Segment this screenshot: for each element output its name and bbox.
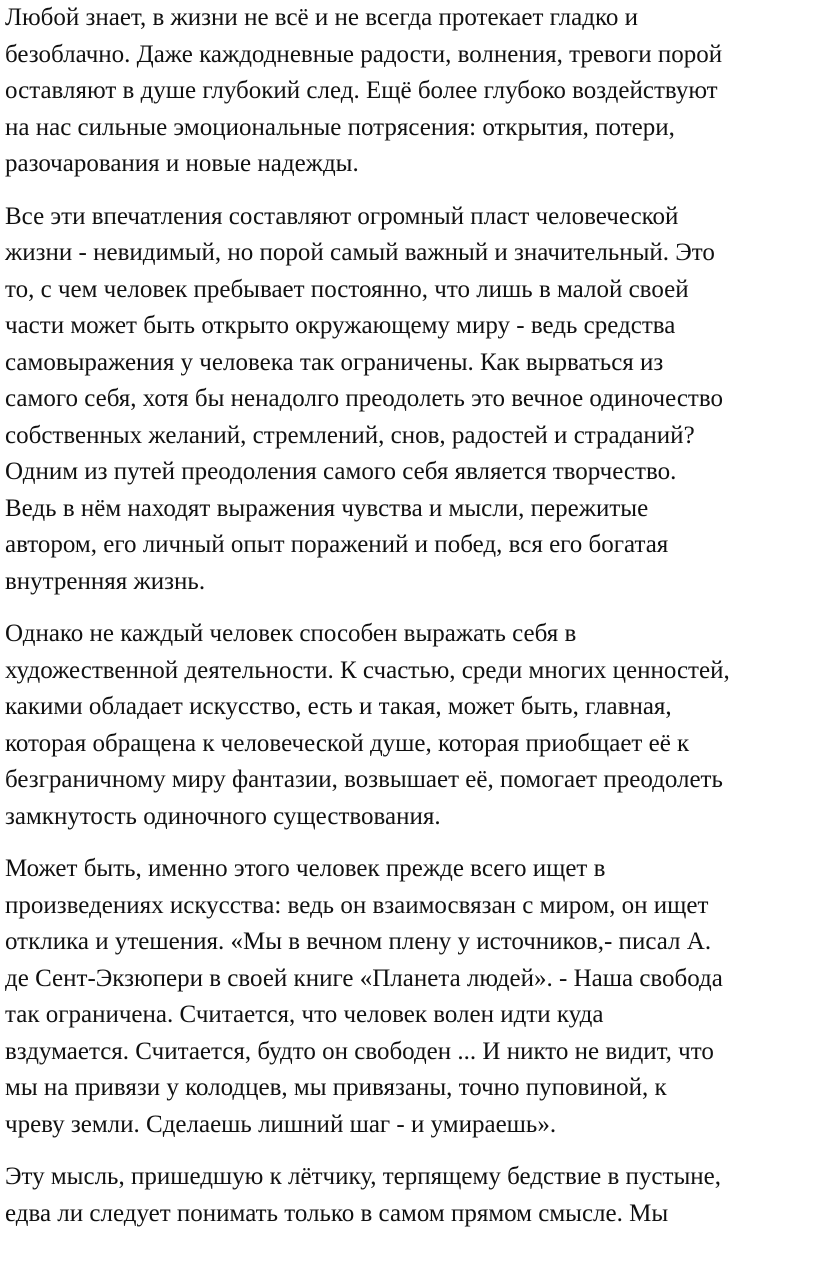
- text-line: разочарования и новые надежды.: [5, 150, 359, 177]
- text-line: самого себя, хотя бы ненадолго преодолеть это вечное одиночество: [5, 385, 723, 412]
- text-line: собственных желаний, стремлений, снов, радостей и страданий?: [5, 421, 695, 449]
- text-line: Все эти впечатления составляют огромный пласт человеческой: [5, 202, 679, 230]
- paragraph-5: [5, 1159, 812, 1232]
- text-line: внутренняя жизнь.: [5, 567, 206, 595]
- text-line: автором, его личный опыт поражений и побед, вся его богатая: [5, 531, 669, 558]
- text-line: вздумается. Считается, будто он свободен ... И никто не видит, что: [5, 1037, 714, 1065]
- text-line: то, с чем человек пребывает постоянно, что лишь в малой своей: [5, 275, 689, 303]
- text-line: произведениях искусства: ведь он взаимосвязан с миром, он ищет: [5, 891, 709, 919]
- paragraph-4: [5, 851, 812, 1143]
- text-line: жизни - невидимый, но порой самый важный и значительный. Это: [5, 239, 715, 266]
- text-line: самовыражения у человека так ограничены. Как вырваться из: [5, 348, 664, 376]
- text-line: отклика и утешения. «Мы в вечном плену у источников,- писал А.: [5, 928, 712, 955]
- text-line: де Сент-Экзюпери в своей книге «Планета людей». - Наша свобода: [5, 964, 723, 992]
- text-line: чреву земли. Сделаешь лишний шаг - и умираешь».: [5, 1110, 557, 1138]
- text-line: Может быть, именно этого человек прежде всего ищет в: [5, 855, 606, 882]
- text-line: мы на привязи у колодцев, мы привязаны, точно пуповиной, к: [5, 1074, 667, 1101]
- text-line: безоблачно. Даже каждодневные радости, волнения, тревоги порой: [5, 40, 723, 68]
- text-line: так ограничена. Считается, что человек волен идти куда: [5, 1001, 604, 1028]
- text-line: части может быть открыто окружающему миру - ведь средства: [5, 312, 676, 339]
- paragraph-2: [5, 199, 812, 601]
- text-line: Одним из путей преодоления самого себя является творчество.: [5, 458, 677, 485]
- text-line: замкнутость одиночного существования.: [5, 802, 441, 830]
- text-line: которая обращена к человеческой душе, которая приобщает её к: [5, 729, 690, 757]
- paragraph-1: [5, 0, 812, 183]
- text-line: Эту мысль, пришедшую к лётчику, терпящему бедствие в пустыне,: [5, 1163, 721, 1190]
- text-line: едва ли следует понимать только в самом прямом смысле. Мы: [5, 1199, 669, 1227]
- text-line: безграничному миру фантазии, возвышает её, помогает преодолеть: [5, 766, 723, 793]
- text-line: на нас сильные эмоциональные потрясения: открытия, потери,: [5, 113, 675, 141]
- text-line: оставляют в душе глубокий след. Ещё более глубоко воздействуют: [5, 77, 718, 104]
- text-line: Однако не каждый человек способен выражать себя в: [5, 620, 577, 647]
- paragraph-3: [5, 616, 812, 835]
- text-line: какими обладает искусство, есть и такая, может быть, главная,: [5, 693, 672, 720]
- text-line: Любой знает, в жизни не всё и не всегда протекает гладко и: [5, 4, 638, 31]
- text-line: Ведь в нём находят выражения чувства и мысли, пережитые: [5, 494, 649, 522]
- text-line: художественной деятельности. К счастью, среди многих ценностей,: [5, 656, 730, 684]
